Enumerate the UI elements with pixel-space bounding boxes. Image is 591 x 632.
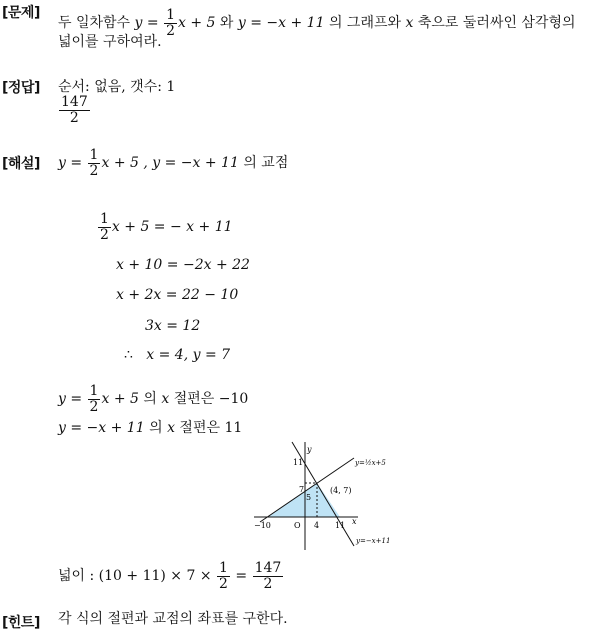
equation-3: x + 2x = 22 − 10 [116, 287, 239, 303]
therefore-symbol: ∴ [124, 347, 133, 363]
solution-intro: y = $\frac{1}{2}$ x + 5 , y = −x + 11 의 교점 [58, 147, 289, 179]
equation-1: $\frac{1}{2}$ x + 5 = − x + 11 [100, 211, 233, 243]
intercept-2: y = −x + 11 의 x 절편은 11 [58, 420, 243, 436]
line-1-label: y=½x+5 [355, 459, 386, 467]
x11-label: 11 [335, 521, 346, 530]
intercept-1: y = $\frac{1}{2}$ x + 5 의 x 절편은 −10 [58, 383, 249, 415]
equation-4: 3x = 12 [145, 318, 201, 334]
intersection-label: (4, 7) [330, 486, 352, 495]
y-axis-label: y [307, 445, 312, 454]
problem-text-1: 두 일차함수 [58, 15, 131, 32]
problem-line-2: 넓이를 구하여라. [58, 34, 162, 50]
answer-meta: 순서: 없음, 갯수: 1 [58, 79, 176, 95]
area-equation: 넓이 : (10 + 11) × 7 × $\frac{1}{2}$ = $\frac{147}{2}$ [58, 560, 282, 592]
hint-text: 각 식의 절편과 교점의 좌표를 구한다. [58, 611, 288, 627]
origin-label: O [294, 521, 301, 530]
func2: y = −x + 11 [237, 15, 325, 32]
problem-tag: [문제] [2, 5, 40, 21]
problem-text-2: 와 [219, 15, 234, 32]
y5-label: 5 [306, 493, 312, 502]
answer-fraction [58, 95, 91, 125]
x-axis-label: x [352, 517, 357, 526]
solution-tag: [해설] [2, 156, 40, 172]
func1-frac: $\frac{1}{2}$ [166, 7, 175, 39]
func1-rest: x + 5 [178, 15, 216, 32]
problem-text-3: 의 그래프와 [328, 15, 402, 32]
equation-5: ∴ x = 4, y = 7 [124, 347, 231, 363]
answer-tag: [정답] [2, 80, 40, 96]
problem-text-4: 축으로 둘러싸인 삼각형의 [417, 15, 576, 32]
x4-label: 4 [314, 521, 320, 530]
y11-label: 11 [293, 458, 304, 467]
triangle-graph [248, 438, 408, 556]
func1-lhs: y = [134, 15, 159, 32]
x-neg10-label: −10 [254, 521, 271, 530]
answer-denominator: 2 [69, 109, 79, 126]
hint-tag: [힌트] [2, 615, 40, 631]
equation-2: x + 10 = −2x + 22 [116, 257, 250, 273]
line-2-label: y=−x+11 [356, 537, 391, 545]
problem-var-x: x [405, 15, 414, 32]
answer-numerator: 147 [61, 94, 88, 110]
y7-label: 7 [299, 485, 305, 494]
